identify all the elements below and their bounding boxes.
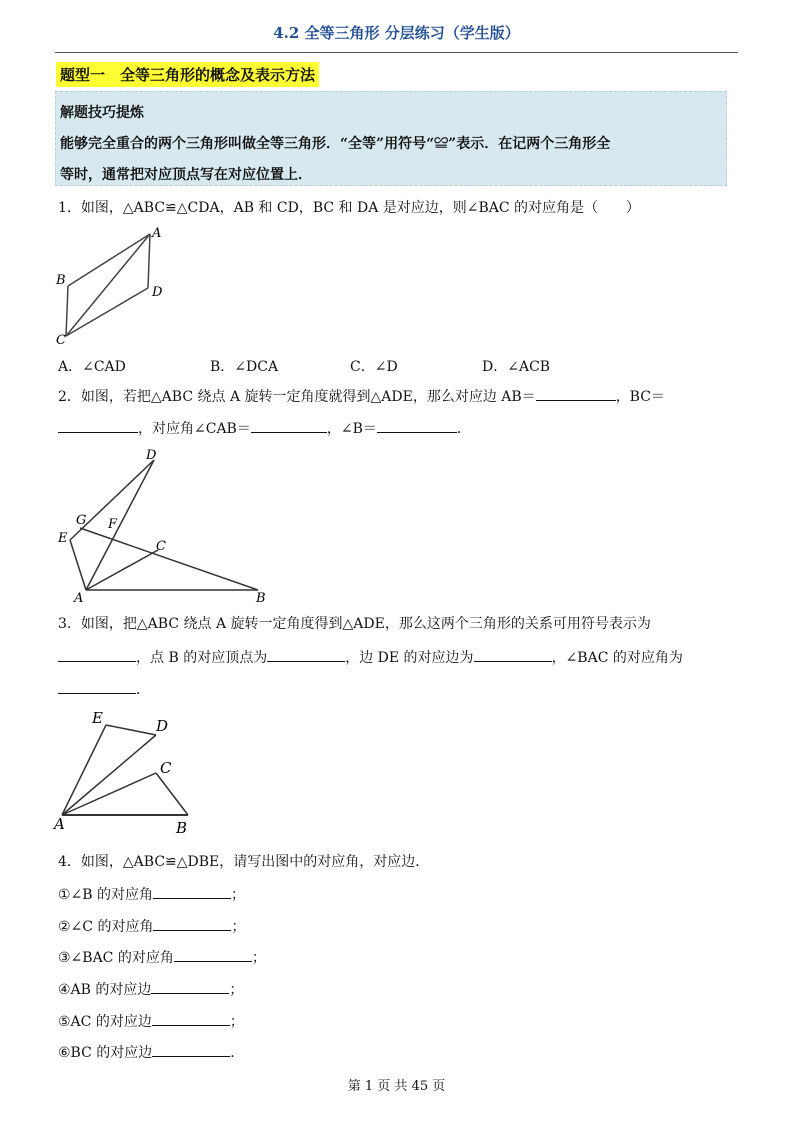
- q2-blank-ab[interactable]: [536, 386, 616, 401]
- q4-item-2: [58, 916, 245, 937]
- q2-blank-bc[interactable]: [58, 418, 138, 433]
- tips-heading: 解题技巧提炼: [60, 105, 144, 121]
- fig1-label-c: C: [56, 333, 66, 348]
- fig3-label-e: E: [92, 709, 103, 727]
- fig2-side-bc: [80, 528, 258, 590]
- tips-line-2: 等时，通常把对应顶点写在对应位置上．: [60, 167, 312, 183]
- fig3-side-cb: [156, 773, 188, 815]
- q2-text-d: ，∠B＝: [326, 421, 377, 437]
- q2-text-end: ．: [456, 421, 471, 437]
- tips-box: [55, 91, 727, 186]
- question-3-figure: [50, 703, 210, 839]
- question-1-text: 1．如图，△ABC≌△CDA，AB 和 CD，BC 和 DA 是对应边，则∠BAC 的对应角是（ ）: [58, 200, 641, 216]
- q4-item-2-end: ；: [231, 919, 246, 935]
- q3-text-b: ，边 DE 的对应边为: [345, 650, 474, 666]
- q4-blank-2[interactable]: [153, 916, 231, 931]
- q4-blank-4[interactable]: [151, 979, 229, 994]
- fig3-side-ad: [62, 735, 156, 815]
- q4-item-4: [58, 979, 243, 1000]
- fig3-label-a: A: [54, 815, 65, 833]
- q3-text-c: ，∠BAC 的对应角为: [551, 650, 683, 666]
- tips-line-1: 能够完全重合的两个三角形叫做全等三角形．“全等”用符号“≌”表示．在记两个三角形全: [60, 136, 611, 152]
- q4-item-2-label: ②∠C 的对应角: [58, 919, 154, 935]
- q2-text-b: ，BC＝: [615, 389, 665, 405]
- q3-blank-vertex[interactable]: [267, 647, 345, 662]
- fig1-label-a: A: [152, 226, 162, 241]
- q4-item-3-label: ③∠BAC 的对应角: [58, 950, 174, 966]
- q1-option-a: A．∠CAD: [58, 359, 126, 375]
- question-4-intro: 4．如图，△ABC≌△DBE，请写出图中的对应角，对应边．: [58, 854, 430, 870]
- question-1-figure: [50, 222, 170, 350]
- q3-text-a: ，点 B 的对应顶点为: [136, 650, 268, 666]
- q3-text-end: ．: [136, 682, 150, 698]
- q4-item-5-end: ；: [229, 1014, 244, 1030]
- q4-blank-3[interactable]: [174, 947, 252, 962]
- q4-item-5-label: ⑤AC 的对应边: [58, 1014, 152, 1030]
- q2-text-a: 2．如图，若把△ABC 绕点 A 旋转一定角度就得到△ADE，那么对应边 AB＝: [58, 389, 536, 405]
- q3-blank-symbol[interactable]: [58, 647, 136, 662]
- fig1-diagonal-ac: [66, 234, 150, 336]
- fig3-label-c: C: [160, 759, 172, 777]
- q4-blank-1[interactable]: [153, 884, 231, 899]
- q2-blank-angle-b[interactable]: [377, 418, 457, 433]
- fig1-side-cd: [66, 288, 148, 336]
- q4-item-6-label: ⑥BC 的对应边: [58, 1045, 153, 1061]
- q4-item-4-end: ；: [229, 982, 244, 998]
- q1-option-b: B．∠DCA: [210, 359, 279, 375]
- question-3-line-3: [58, 679, 150, 700]
- q1-option-c: C．∠D: [350, 359, 398, 375]
- fig2-label-g: G: [76, 513, 87, 528]
- fig2-label-b: B: [256, 591, 266, 606]
- page-title: 4.2 全等三角形 分层练习（学生版）: [273, 24, 520, 42]
- fig1-side-ad: [148, 234, 150, 288]
- fig1-label-b: B: [56, 273, 66, 288]
- question-2-line-2: [58, 418, 471, 439]
- q3-blank-edge[interactable]: [474, 647, 552, 662]
- q4-item-1-end: ；: [231, 887, 246, 903]
- q4-blank-6[interactable]: [152, 1042, 230, 1057]
- q4-item-5: [58, 1011, 244, 1032]
- fig2-label-f: F: [108, 517, 118, 532]
- fig2-label-a: A: [74, 591, 84, 606]
- fig2-label-c: C: [156, 539, 166, 554]
- fig1-side-bc: [66, 286, 68, 336]
- header-divider: [55, 52, 738, 53]
- q4-item-1: [58, 884, 245, 905]
- question-2-line-1: [58, 386, 665, 407]
- q4-item-1-label: ①∠B 的对应角: [58, 887, 154, 903]
- fig1-side-ab: [68, 234, 150, 286]
- q1-option-d: D．∠ACB: [482, 359, 551, 375]
- section-banner: 题型一 全等三角形的概念及表示方法: [56, 62, 319, 87]
- fig2-label-e: E: [58, 531, 68, 546]
- fig3-label-d: D: [156, 717, 169, 735]
- fig3-side-ac: [62, 773, 156, 815]
- question-3-line-2: [58, 647, 683, 668]
- question-2-figure: [50, 444, 280, 606]
- q3-blank-angle[interactable]: [58, 679, 136, 694]
- fig3-side-ed: [106, 725, 156, 735]
- q2-blank-angle-cab[interactable]: [251, 418, 327, 433]
- q4-blank-5[interactable]: [152, 1011, 230, 1026]
- q4-item-6: [58, 1042, 244, 1063]
- fig3-label-b: B: [176, 819, 188, 837]
- fig1-label-d: D: [152, 285, 163, 300]
- q4-item-6-end: ．: [230, 1045, 245, 1061]
- fig3-side-ae: [62, 725, 106, 815]
- fig2-side-ea: [70, 540, 86, 590]
- question-3-line-1: 3．如图，把△ABC 绕点 A 旋转一定角度得到△ADE，那么这两个三角形的关系可用符号表示为: [58, 616, 651, 632]
- q2-text-c: ，对应角∠CAB＝: [138, 421, 251, 437]
- q4-item-3: [58, 947, 266, 968]
- fig2-label-d: D: [146, 448, 157, 463]
- page-number: 第 1 页 共 45 页: [347, 1079, 446, 1094]
- q4-item-3-end: ；: [251, 950, 266, 966]
- q4-item-4-label: ④AB 的对应边: [58, 982, 152, 998]
